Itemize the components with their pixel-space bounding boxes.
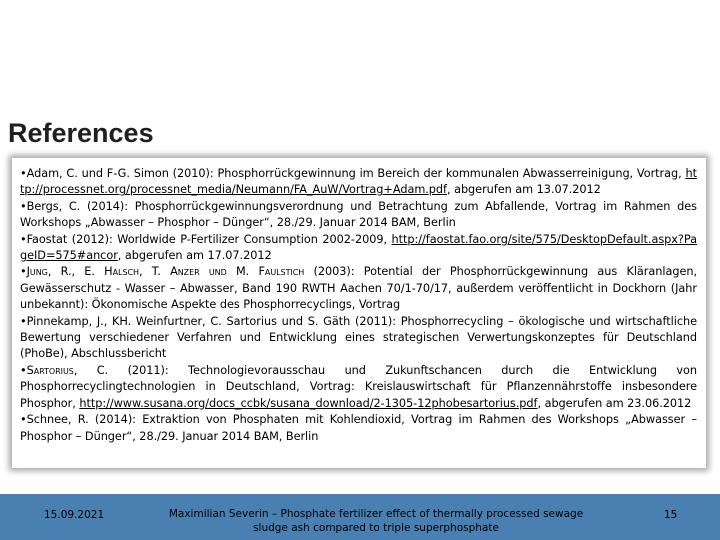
reference-authors: Bergs, C. (2014): (26, 199, 128, 213)
reference-item-adam (20, 166, 697, 199)
bullet: • (20, 314, 27, 328)
reference-item-sartorius (20, 363, 697, 412)
reference-item-bergs (20, 199, 697, 232)
footer-date: 15.09.2021 (44, 509, 105, 521)
reference-item-jung (20, 264, 697, 313)
page-number: 15 (664, 509, 678, 521)
reference-authors: Faostat (2012): (26, 232, 113, 246)
reference-item-schnee (20, 412, 697, 445)
reference-link-adam[interactable]: http://processnet.org/processnet_media/Neumann/FA_AuW/Vortrag+Adam.pdf (20, 167, 697, 197)
reference-text: Extraktion von Phosphaten mit Kohlendioxid, Vortrag im Rahmen des Workshops „Abwasser – Phosphor – Dünger“, 28./29. Januar 2014 BAM, Berlin (20, 413, 697, 443)
reference-accessed: , abgerufen am 13.07.2012 (446, 183, 601, 197)
footer-title: Maximilian Severin – Phosphate fertilizer effect of thermally processed sewage sludge ash compared to triple superphosphate (168, 508, 584, 534)
reference-link-faostat[interactable]: http://faostat.fao.org/site/575/DesktopDefault.aspx?PageID=575#ancor (20, 232, 697, 263)
reference-list (20, 166, 697, 445)
reference-item-faostat (20, 232, 697, 265)
reference-item-pinnekamp (20, 314, 697, 363)
reference-authors: Pinnekamp, J., KH. Weinfurtner, C. Sartorius und S. Gäth (2011): (26, 314, 396, 328)
bullet: • (20, 232, 27, 246)
bullet: • (20, 413, 27, 427)
bullet: • (20, 199, 27, 213)
reference-authors: Jung, R., E. Halsch, T. Anzer und M. Faulstich (2003): (26, 265, 355, 279)
page-title: References (8, 118, 154, 148)
reference-authors: Adam, C. und F-G. Simon (2010): (26, 167, 214, 180)
reference-accessed: , abgerufen am 17.07.2012 (117, 249, 272, 263)
bullet: • (20, 167, 27, 180)
reference-text: Worldwide P-Fertilizer Consumption 2002-2009, (112, 232, 392, 246)
reference-link-sartorius[interactable]: http://www.susana.org/docs_ccbk/susana_download/2-1305-12phobesartorius.pdf (79, 396, 538, 410)
reference-text: Phosphorrückgewinnungsverordnung und Betrachtung zum Abfallende, Vortrag im Rahmen des Workshops „Abwasser – Phosphor – Dünger“, 28./29. Januar 2014 BAM, Berlin (20, 199, 697, 230)
reference-authors: Sartorius, C. (2011): (26, 363, 169, 377)
reference-text: Phosphorrecycling – ökologische und wirtschaftliche Bewertung verschiedener Verfahren und Entwicklung eines strategischen Verwertungskonzeptes für Deutschland (PhoBe), Abschlussbericht (20, 314, 698, 361)
reference-text: Technologievorausschau und Zukunftschancen durch die Entwicklung von Phosphorrecyclingtechnologien in Deutschland, Vortrag: Kreislauswirtschaft für Pflanzennährstoffe insbesondere Phosphor, (20, 363, 698, 410)
reference-accessed: , abgerufen am 23.06.2012 (537, 396, 692, 410)
reference-text: Phosphorrückgewinnung im Bereich der kommunalen Abwasserreinigung, Vortrag, (213, 167, 686, 180)
reference-authors: Schnee, R. (2014): (26, 413, 136, 427)
reference-text: Potential der Phosphorrückgewinnung aus Kläranlagen, Gewässerschutz - Wasser – Abwasser, Band 190 RWTH Aachen 70/1-70/17, außerdem veröffentlicht in Dockhorn (Jahr unbekannt): Ökonomische Aspekte des Phosphorrecyclings, Vortrag (20, 265, 697, 312)
bullet: • (20, 265, 27, 279)
bullet: • (20, 363, 27, 377)
